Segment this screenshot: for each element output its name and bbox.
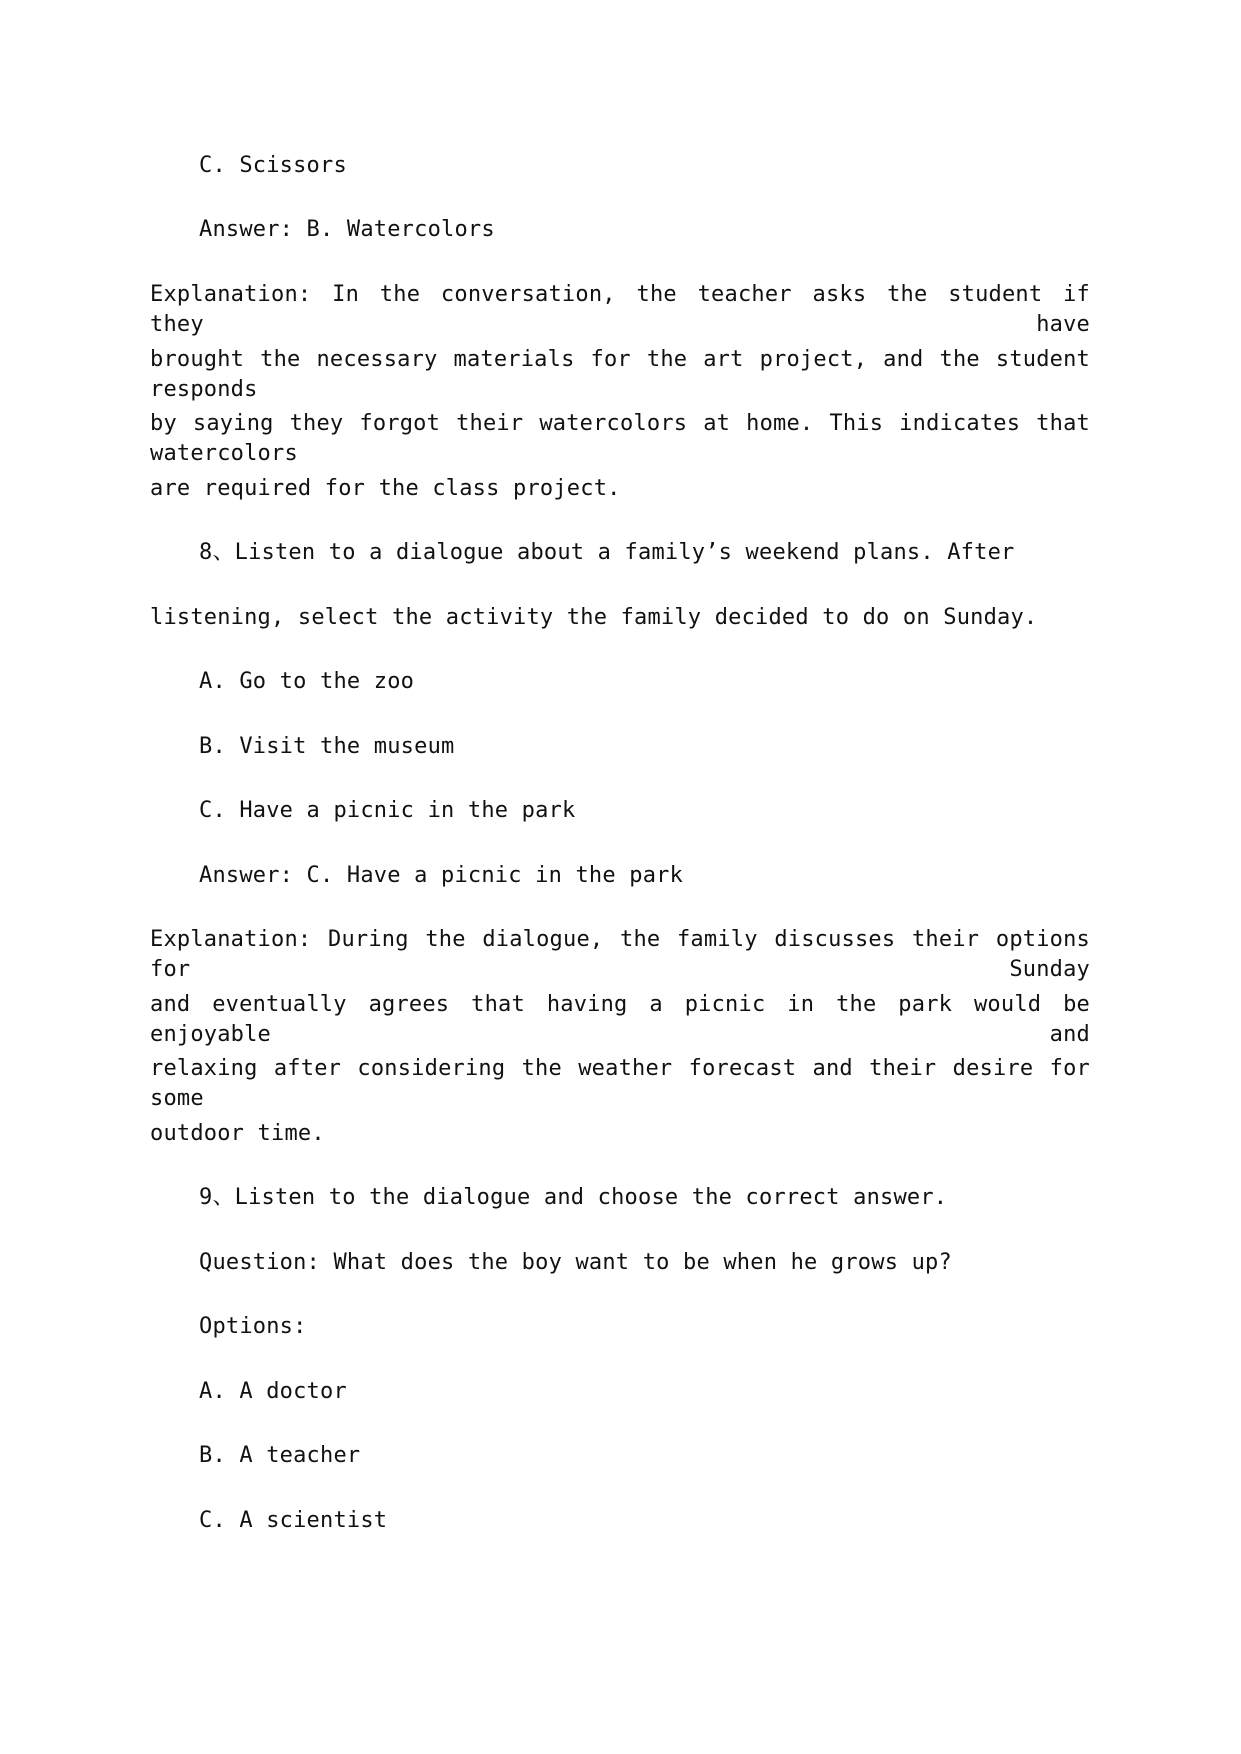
q7-explanation-line: brought the necessary materials for the art project, and the student responds (150, 347, 1090, 402)
q8-option-b: B. Visit the museum (199, 734, 455, 759)
q7-answer: Answer: B. Watercolors (199, 217, 495, 242)
q7-option-c: C. Scissors (199, 153, 347, 178)
q8-option-a: A. Go to the zoo (199, 669, 415, 694)
q8-explanation-line: Explanation: During the dialogue, the family discusses their options for Sunday (150, 927, 1090, 982)
q9-option-b: B. A teacher (199, 1443, 361, 1468)
q8-prompt-continued: listening, select the activity the family decided to do on Sunday. (150, 605, 1038, 630)
q9-question: Question: What does the boy want to be when he grows up? (199, 1250, 952, 1275)
q7-explanation-line: Explanation: In the conversation, the teacher asks the student if they have (150, 282, 1090, 337)
q9-prompt: 9、Listen to the dialogue and choose the correct answer. (199, 1185, 948, 1210)
q9-option-a: A. A doctor (199, 1379, 347, 1404)
q8-prompt: 8、Listen to a dialogue about a family’s weekend plans. After (199, 540, 1015, 565)
q7-explanation-line: are required for the class project. (150, 476, 621, 501)
q8-explanation-line: and eventually agrees that having a picnic in the park would be enjoyable and (150, 992, 1090, 1047)
q8-explanation-line: relaxing after considering the weather forecast and their desire for some (150, 1056, 1090, 1111)
q8-answer: Answer: C. Have a picnic in the park (199, 863, 684, 888)
q8-option-c: C. Have a picnic in the park (199, 798, 576, 823)
q8-explanation-line: outdoor time. (150, 1121, 325, 1146)
q7-explanation-line: by saying they forgot their watercolors at home. This indicates that watercolors (150, 411, 1090, 466)
q9-options-label: Options: (199, 1314, 307, 1339)
q9-option-c: C. A scientist (199, 1508, 388, 1533)
